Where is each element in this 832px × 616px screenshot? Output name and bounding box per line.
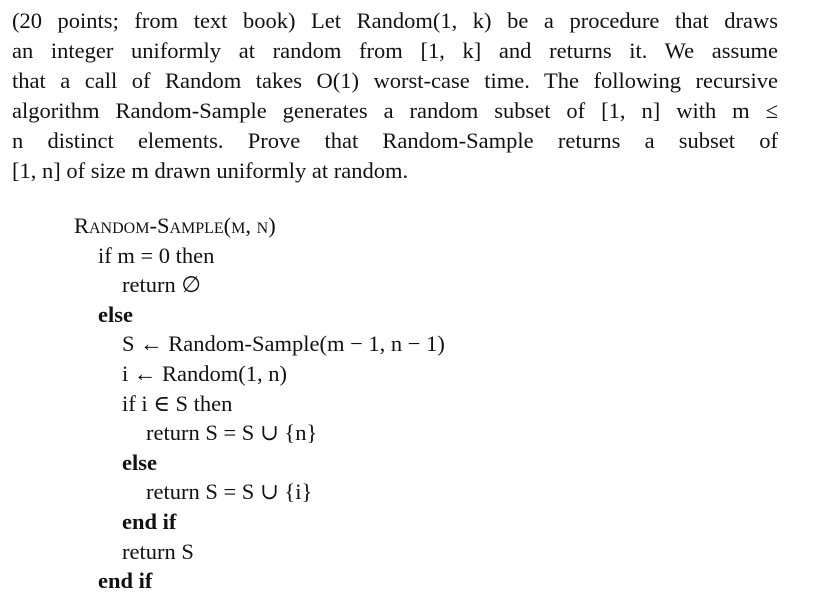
algo-random-draw: i ← Random(1, n) [122,360,287,386]
algo-return-empty: return ∅ [122,272,201,298]
problem-line-6: [1, n] of size m drawn uniformly at random. [12,158,409,183]
algo-inner-else: else [122,449,157,475]
problem-line-3: that a call of Random takes O(1) worst-case time. The following recursive [12,68,778,93]
algo-outer-end-if: end if [98,568,153,594]
algo-inner-end-if: end if [122,508,177,534]
algo-return-s: return S [122,538,194,564]
algo-return-union-n: return S = S ∪ {n} [146,420,318,446]
problem-line-1: (20 points; from text book) Let Random(1, k) be a procedure that draws [12,8,778,33]
pseudocode-block [74,211,445,596]
algo-recursive-call: S ← Random-Sample(m − 1, n − 1) [122,331,445,357]
algo-else: else [98,301,133,327]
algorithm-header: Random-Sample(m, n) [74,213,276,238]
algo-if-base-case: if m = 0 then [98,242,215,268]
problem-statement [12,6,778,186]
problem-line-4: algorithm Random-Sample generates a random subset of [1, n] with m ≤ [12,98,778,123]
problem-line-5: n distinct elements. Prove that Random-Sample returns a subset of [12,128,778,153]
algo-if-member: if i ∈ S then [122,390,233,416]
problem-line-2: an integer uniformly at random from [1, k] and returns it. We assume [12,38,778,63]
algo-return-union-i: return S = S ∪ {i} [146,479,313,505]
